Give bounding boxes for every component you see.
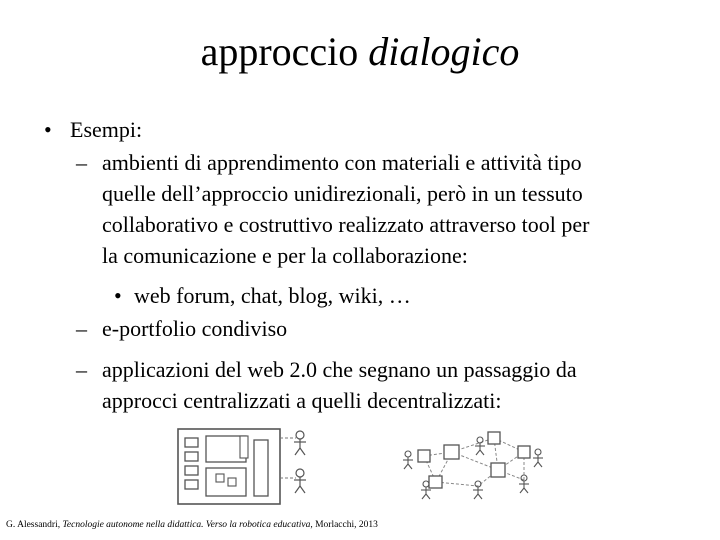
citation-publisher: , Morlacchi, 2013 (310, 520, 378, 530)
network-node (429, 476, 442, 488)
citation-book-title: Tecnologie autonome nella didattica. Verso la robotica educativa (62, 520, 311, 530)
item1-line-3: collaborativo e costruttivo realizzato attraverso tool per (102, 212, 590, 237)
sidebar-panel (254, 440, 268, 496)
content-panel (206, 468, 246, 496)
item2: e-portfolio condiviso (102, 316, 288, 341)
module-box (228, 478, 236, 486)
title-main: approccio (200, 29, 359, 74)
title-italic: dialogico (368, 29, 520, 74)
network-node (518, 446, 530, 458)
network-node (444, 445, 459, 459)
module-box (240, 436, 248, 458)
bullet-marker: • (44, 117, 52, 142)
item1-sub: web forum, chat, blog, wiki, … (134, 283, 411, 308)
centralized-diagram (176, 426, 322, 508)
network-node (491, 463, 505, 477)
module-box (216, 474, 224, 482)
slide-title (0, 28, 720, 76)
item3-line-2: approcci centralizzati a quelli decentralizzati: (102, 388, 502, 413)
citation-author: G. Alessandri, (6, 520, 63, 530)
person-icon (403, 451, 413, 469)
sub-bullet-marker: • (114, 283, 122, 308)
network-node (418, 450, 430, 462)
person-icon (421, 481, 431, 499)
module-box (185, 452, 198, 461)
item1-line-1: ambienti di apprendimento con materiali e attività tipo (102, 150, 582, 175)
person-icon (473, 481, 483, 499)
dash-marker: – (76, 150, 87, 175)
dash-marker: – (76, 357, 87, 382)
module-box (185, 438, 198, 447)
person-icon (475, 437, 485, 455)
citation-footer (6, 520, 378, 530)
decentralized-diagram (400, 424, 546, 506)
dash-marker: – (76, 316, 87, 341)
item3-line-1: applicazioni del web 2.0 che segnano un passaggio da (102, 357, 577, 382)
network-node (488, 432, 500, 444)
person-icon (294, 469, 306, 493)
module-box (185, 480, 198, 489)
person-icon (294, 431, 306, 455)
module-box (185, 466, 198, 475)
bullet-esempi: Esempi: (70, 117, 143, 142)
item1-line-4: la comunicazione e per la collaborazione: (102, 243, 468, 268)
item1-line-2: quelle dell’approccio unidirezionali, però in un tessuto (102, 181, 583, 206)
person-icon (533, 449, 543, 467)
